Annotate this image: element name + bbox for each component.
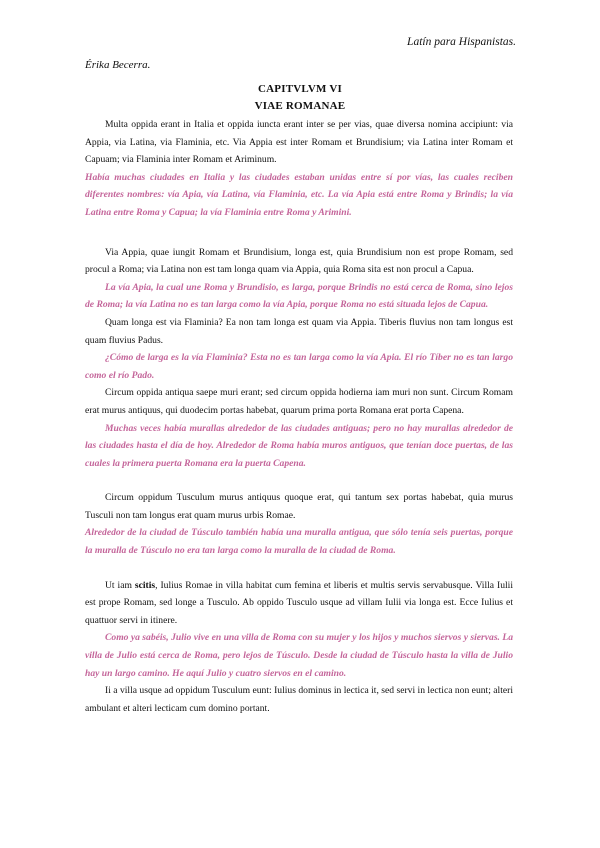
- latin-paragraph-2: Via Appia, quae iungit Romam et Brundisium, longa est, quia Brundisium non est prope Romam, sed procul a Roma; via Latina non est tam longa quam via Appia, quia Roma sita est non procul a Capua.: [85, 246, 513, 276]
- document-body: [85, 116, 513, 717]
- spanish-paragraph-5: Alrededor de la ciudad de Túsculo también había una muralla antigua, que sólo tenía seis puertas, porque la muralla de Túsculo no era tan larga como la muralla de la ciudad de Roma.: [85, 527, 513, 557]
- chapter-title: CAPITVLVM VI: [258, 83, 342, 95]
- latin-paragraph-5: Circum oppidum Tusculum murus antiquus quoque erat, qui tantum sex portas habebat, quia murus Tusculi non tam longus erat quam murus urbis Romae.: [85, 492, 513, 521]
- emphasized-word: scitis: [134, 579, 156, 591]
- latin-paragraph-7: Ii a villa usque ad oppidum Tusculum eunt: Iulius dominus in lectica it, sed servi in lectica non eunt; alteri ambulant et alteri lecticam cum domino portant.: [85, 685, 513, 714]
- latin-paragraph-3: Quam longa est via Flaminia? Ea non tam longa est quam via Appia. Tiberis fluvius non tam longus est quam fluvius Padus.: [85, 316, 513, 346]
- author-name: Érika Becerra.: [85, 59, 151, 71]
- latin-paragraph-6-start: Ut iam: [105, 579, 135, 591]
- latin-paragraph-6: [85, 577, 513, 630]
- spanish-paragraph-2: La vía Apia, la cual une Roma y Brundisio, es larga, porque Brindis no está cerca de Roma, sino lejos de Roma; la vía Latina no es tan larga como la vía Apia, porque Roma no está situada lejos de Capua.: [85, 281, 513, 311]
- latin-paragraph-1: Multa oppida erant in Italia et oppida iuncta erant inter se per vias, quae diversa nomina accipiunt: via Appia, via Latina, via Flaminia, etc. Via Appia est inter Romam et Brundisium; via Latina inter Romam et Capuam; via Flaminia inter Romam et Ariminum.: [85, 119, 513, 166]
- spanish-paragraph-3: ¿Cómo de larga es la vía Flaminia? Esta no es tan larga como la vía Apia. El río Tíber no es tan largo como el río Pado.: [85, 352, 513, 381]
- spanish-paragraph-4: Muchas veces había murallas alrededor de las ciudades antiguas; pero no hay murallas alrededor de las ciudades hasta el día de hoy. Alrededor de Roma había muros antiguos, que tenían doce puertas, de las cuales la primera puerta Romana era la puerta Capena.: [85, 422, 513, 469]
- latin-paragraph-6-rest: , Iulius Romae in villa habitat cum femina et liberis et multis servis servabusque. Villa Iulii est prope Romam, sed longe a Tusculo. Ab oppido Tusculo usque ad villam Iulii via longa est. Ecce Iulius et quattuor servi in itinere.: [85, 579, 513, 626]
- spanish-paragraph-1: Había muchas ciudades en Italia y las ciudades estaban unidas entre sí por vías, las cuales reciben diferentes nombres: vía Apia, vía Latina, vía Flaminia, etc. La vía Apia está entre Roma y Brindis; la vía Latina entre Roma y Capua; la vía Flaminia entre Roma y Arimini.: [85, 171, 513, 218]
- spanish-paragraph-6: Como ya sabéis, Julio vive en una villa de Roma con su mujer y los hijos y muchos siervos y siervas. La villa de Julio está cerca de Roma, pero lejos de Túsculo. Desde la ciudad de Túsculo hasta la villa de Julio hay un largo camino. He aquí Julio y cuatro siervos en el camino.: [85, 632, 514, 679]
- latin-paragraph-4: Circum oppida antiqua saepe muri erant; sed circum oppida hodierna iam muri non sunt. Circum Romam erat murus antiquus, qui duodecim portas habebat, quarum prima porta Romana erat porta Capena.: [85, 387, 513, 416]
- course-header: Latín para Hispanistas.: [407, 36, 516, 48]
- chapter-subtitle: VIAE ROMANAE: [254, 100, 346, 112]
